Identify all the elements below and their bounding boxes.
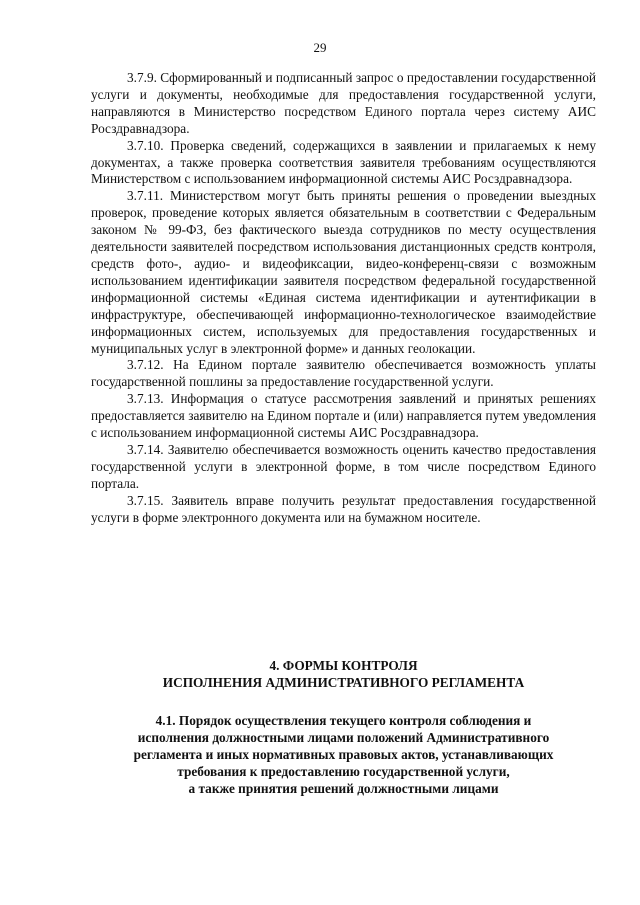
paragraph-3-7-14: 3.7.14. Заявителю обеспечивается возможность оценить качество предоставления государственной услуги в электронной форме, в том числе посредством Единого портала.: [91, 441, 596, 491]
subsection-heading: [91, 712, 596, 797]
subsection-heading-line: а также принятия решений должностными лицами: [188, 781, 499, 796]
section-heading: [91, 657, 596, 691]
paragraph-3-7-12: 3.7.12. На Едином портале заявителю обеспечивается возможность уплаты государственной пошлины за предоставление государственной услуги.: [91, 357, 596, 390]
section-heading-line: 4. ФОРМЫ КОНТРОЛЯ: [269, 658, 418, 673]
paragraph-3-7-9: 3.7.9. Сформированный и подписанный запрос о предоставлении государственной услуги и документы, необходимые для предоставления государственной услуги, направляются в Министерство посредством Единого портала через систему АИС Росздравнадзора.: [91, 70, 596, 136]
subsection-heading-line: 4.1. Порядок осуществления текущего контроля соблюдения и: [155, 713, 532, 728]
paragraph-3-7-11: 3.7.11. Министерством могут быть приняты решения о проведении выездных проверок, проведение которых является обязательным в соответствии с Федеральным законом № 99-ФЗ, без фактического выезда сотрудников по месту осуществления деятельности заявителей посредством использования дистанционных средств контроля, средств фото-, аудио- и видеофиксации, видео-конференц-связи с возможным использованием идентификации заявителя посредством федеральной государственной информационной системы «Единая система идентификации и аутентификации в инфраструктуре, обеспечивающей информационно-технологическое взаимодействие информационных систем, используемых для предоставления государственных и муниципальных услуг в электронной форме» и данных геолокации.: [91, 188, 596, 356]
page-number: 29: [313, 40, 327, 55]
subsection-heading-line: регламента и иных нормативных правовых актов, устанавливающих: [133, 747, 554, 762]
paragraph-3-7-13: 3.7.13. Информация о статусе рассмотрения заявлений и принятых решениях предоставляется заявителю на Едином портале и (или) направляется путем уведомления с использованием информационной системы АИС Росздравнадзора.: [91, 391, 596, 441]
subsection-heading-line: исполнения должностными лицами положений Административного: [137, 730, 550, 745]
body-text: [91, 70, 596, 526]
paragraph-3-7-15: 3.7.15. Заявитель вправе получить результат предоставления государственной услуги в форме электронного документа или на бумажном носителе.: [91, 492, 596, 525]
section-heading-line: ИСПОЛНЕНИЯ АДМИНИСТРАТИВНОГО РЕГЛАМЕНТА: [162, 675, 525, 690]
paragraph-3-7-10: 3.7.10. Проверка сведений, содержащихся в заявлении и прилагаемых к нему документах, а также проверка соответствия заявителя требованиям осуществляются Министерством с использованием информационной системы АИС Росздравнадзора.: [91, 137, 596, 187]
subsection-heading-line: требования к предоставлению государственной услуги,: [177, 764, 510, 779]
